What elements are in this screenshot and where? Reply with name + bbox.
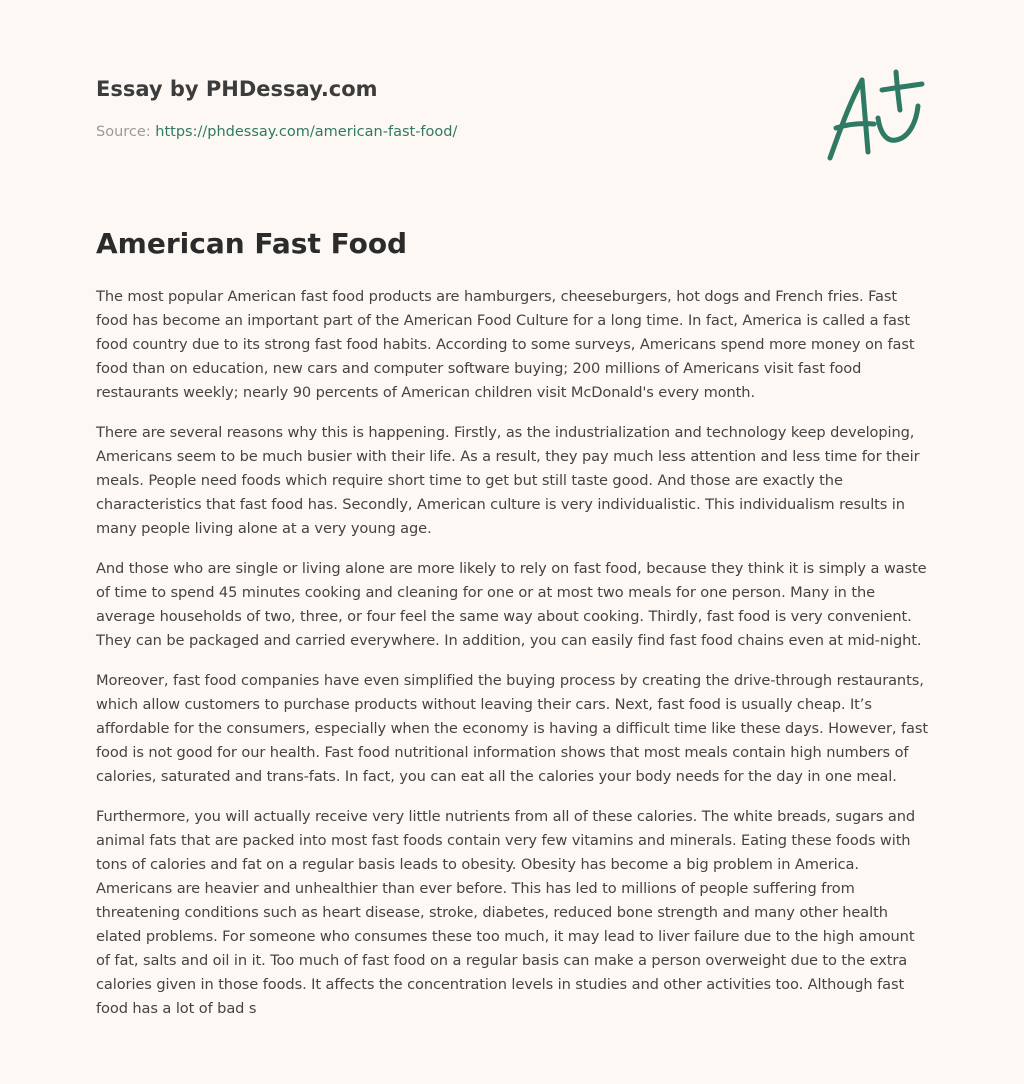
paragraph: Furthermore, you will actually receive very little nutrients from all of these calories. The white breads, sugars and animal fats that are packed into most fast foods contain very few vitamins and minerals. Eating these foods with tons of calories and fat on a regular basis leads to obesity. Obesity has become a big problem in America. Americans are heavier and unhealthier than ever before. This has led to millions of people suffering from threatening conditions such as heart disease, stroke, diabetes, reduced bone strength and many other health elated problems. For someone who consumes these too much, it may lead to liver failure due to the high amount of fat, salts and oil in it. Too much of fast food on a regular basis can make a person overweight due to the extra calories given in those foods. It affects the concentration levels in studies and other activities too. Although fast food has a lot of bad s: [96, 808, 916, 1017]
site-brand: Essay by PHDessay.com: [96, 77, 378, 101]
source-label: Source:: [96, 124, 156, 140]
essay-body: [96, 285, 928, 1037]
a-plus-logo-icon: [818, 66, 930, 166]
page-header: [96, 74, 796, 142]
paragraph: The most popular American fast food products are hamburgers, cheeseburgers, hot dogs and French fries. Fast food has become an important part of the American Food Culture for a long time. In fact, America is called a fast food country due to its strong fast food habits. According to some surveys, Americans spend more money on fast food than on education, new cars and computer software buying; 200 millions of Americans visit fast food restaurants weekly; nearly 90 percents of American children visit McDonald's every month.: [96, 288, 915, 401]
paragraph: And those who are single or living alone are more likely to rely on fast food, because they think it is simply a waste of time to spend 45 minutes cooking and cleaning for one or at most two meals for one person. Many in the average households of two, three, or four feel the same way about cooking. Thirdly, fast food is very convenient. They can be packaged and carried everywhere. In addition, you can easily find fast food chains even at mid-night.: [96, 560, 927, 649]
source-line: [96, 122, 796, 142]
essay-title: American Fast Food: [96, 227, 408, 260]
source-link[interactable]: https://phdessay.com/american-fast-food/: [155, 124, 458, 140]
paragraph: Moreover, fast food companies have even simplified the buying process by creating the drive-through restaurants, which allow customers to purchase products without leaving their cars. Next, fast food is usually cheap. It’s affordable for the consumers, especially when the economy is having a difficult time like these days. However, fast food is not good for our health. Fast food nutritional information shows that most meals contain high numbers of calories, saturated and trans-fats. In fact, you can eat all the calories your body needs for the day in one meal.: [96, 672, 928, 785]
paragraph: There are several reasons why this is happening. Firstly, as the industrialization and technology keep developing, Americans seem to be much busier with their life. As a result, they pay much less attention and less time for their meals. People need foods which require short time to get but still taste good. And those are exactly the characteristics that fast food has. Secondly, American culture is very individualistic. This individualism results in many people living alone at a very young age.: [96, 424, 920, 537]
